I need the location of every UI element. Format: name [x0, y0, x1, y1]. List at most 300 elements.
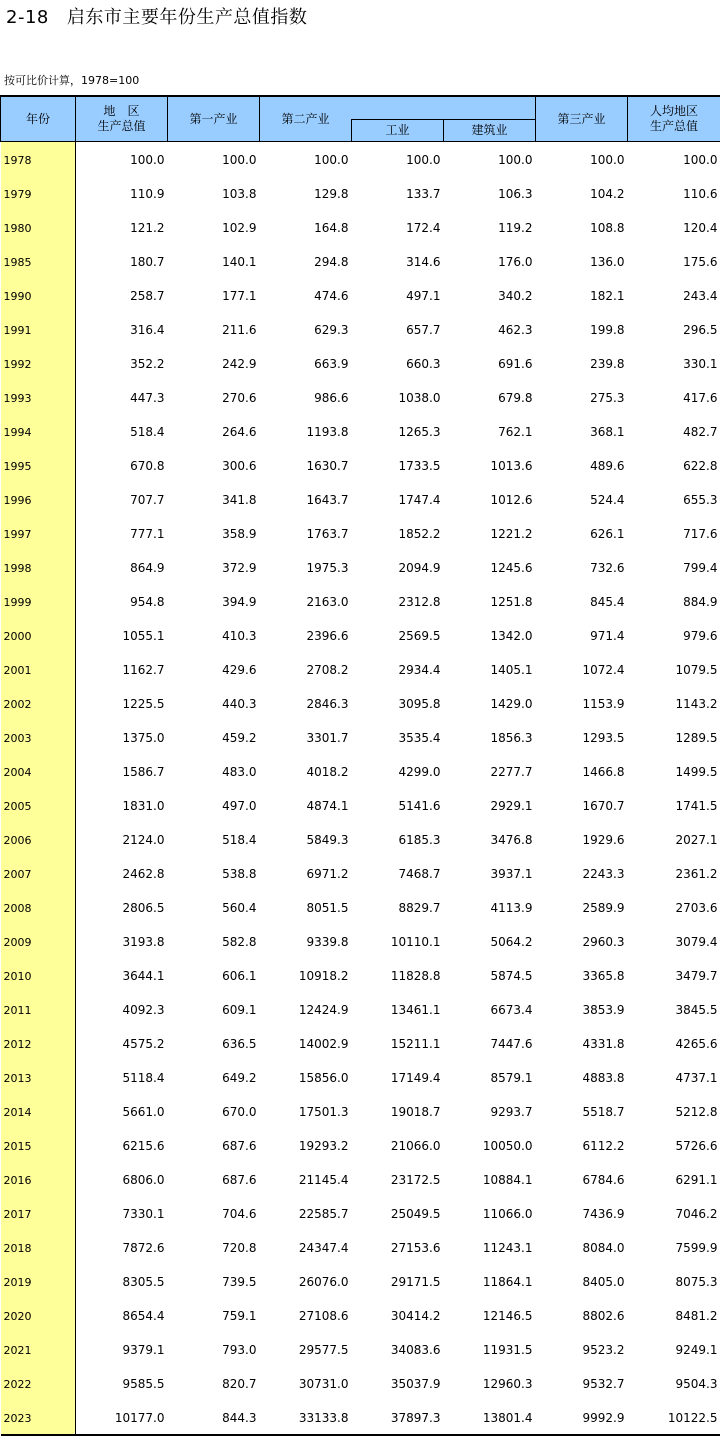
- cell-secondary: 629.3: [260, 312, 352, 346]
- cell-primary: 102.9: [168, 210, 260, 244]
- cell-tertiary: 9992.9: [536, 1400, 628, 1435]
- cell-per-capita: 5212.8: [628, 1094, 720, 1128]
- table-row: [1, 244, 720, 278]
- table-row: [1, 1196, 720, 1230]
- cell-industry: 4299.0: [352, 754, 444, 788]
- cell-secondary: 5849.3: [260, 822, 352, 856]
- table-row: [1, 210, 720, 244]
- cell-tertiary: 8405.0: [536, 1264, 628, 1298]
- cell-per-capita: 1741.5: [628, 788, 720, 822]
- cell-construction: 691.6: [444, 346, 536, 380]
- table-row: [1, 788, 720, 822]
- table-row: [1, 278, 720, 312]
- cell-year: 2009: [1, 924, 76, 958]
- table-row: [1, 1366, 720, 1400]
- cell-year: 2007: [1, 856, 76, 890]
- cell-gdp: 1375.0: [76, 720, 168, 754]
- cell-secondary: 6971.2: [260, 856, 352, 890]
- cell-industry: 2312.8: [352, 584, 444, 618]
- header-gdp-line1: 地 区: [76, 104, 167, 119]
- cell-per-capita: 243.4: [628, 278, 720, 312]
- cell-construction: 10884.1: [444, 1162, 536, 1196]
- cell-primary: 270.6: [168, 380, 260, 414]
- cell-construction: 1245.6: [444, 550, 536, 584]
- cell-secondary: 8051.5: [260, 890, 352, 924]
- cell-tertiary: 4883.8: [536, 1060, 628, 1094]
- cell-gdp: 8305.5: [76, 1264, 168, 1298]
- cell-tertiary: 9523.2: [536, 1332, 628, 1366]
- cell-year: 2003: [1, 720, 76, 754]
- cell-year: 1999: [1, 584, 76, 618]
- cell-gdp: 707.7: [76, 482, 168, 516]
- cell-per-capita: 6291.1: [628, 1162, 720, 1196]
- cell-secondary: 2396.6: [260, 618, 352, 652]
- cell-tertiary: 2589.9: [536, 890, 628, 924]
- cell-secondary: 17501.3: [260, 1094, 352, 1128]
- cell-tertiary: 7436.9: [536, 1196, 628, 1230]
- cell-gdp: 954.8: [76, 584, 168, 618]
- cell-industry: 100.0: [352, 142, 444, 177]
- cell-industry: 2569.5: [352, 618, 444, 652]
- cell-per-capita: 2027.1: [628, 822, 720, 856]
- cell-year: 1996: [1, 482, 76, 516]
- cell-primary: 538.8: [168, 856, 260, 890]
- cell-construction: 2277.7: [444, 754, 536, 788]
- cell-secondary: 33133.8: [260, 1400, 352, 1435]
- cell-industry: 2094.9: [352, 550, 444, 584]
- cell-tertiary: 275.3: [536, 380, 628, 414]
- cell-secondary: 1643.7: [260, 482, 352, 516]
- cell-industry: 657.7: [352, 312, 444, 346]
- cell-per-capita: 1289.5: [628, 720, 720, 754]
- cell-tertiary: 6784.6: [536, 1162, 628, 1196]
- cell-year: 1995: [1, 448, 76, 482]
- cell-construction: 11864.1: [444, 1264, 536, 1298]
- cell-gdp: 110.9: [76, 176, 168, 210]
- cell-construction: 9293.7: [444, 1094, 536, 1128]
- cell-construction: 1856.3: [444, 720, 536, 754]
- cell-primary: 429.6: [168, 652, 260, 686]
- cell-year: 1979: [1, 176, 76, 210]
- cell-primary: 739.5: [168, 1264, 260, 1298]
- table-row: [1, 822, 720, 856]
- cell-secondary: 19293.2: [260, 1128, 352, 1162]
- cell-primary: 100.0: [168, 142, 260, 177]
- cell-per-capita: 4265.6: [628, 1026, 720, 1060]
- cell-construction: 119.2: [444, 210, 536, 244]
- cell-year: 2002: [1, 686, 76, 720]
- table-row: [1, 1332, 720, 1366]
- cell-gdp: 352.2: [76, 346, 168, 380]
- cell-secondary: 22585.7: [260, 1196, 352, 1230]
- cell-industry: 1265.3: [352, 414, 444, 448]
- table-row: [1, 142, 720, 177]
- table-row: [1, 1162, 720, 1196]
- cell-tertiary: 1929.6: [536, 822, 628, 856]
- header-industry: 工业: [352, 120, 444, 142]
- cell-primary: 687.6: [168, 1162, 260, 1196]
- cell-industry: 29171.5: [352, 1264, 444, 1298]
- cell-tertiary: 9532.7: [536, 1366, 628, 1400]
- cell-tertiary: 1670.7: [536, 788, 628, 822]
- cell-industry: 3535.4: [352, 720, 444, 754]
- header-construction: 建筑业: [444, 120, 536, 142]
- cell-gdp: 518.4: [76, 414, 168, 448]
- cell-year: 2005: [1, 788, 76, 822]
- table-row: [1, 1230, 720, 1264]
- cell-construction: 762.1: [444, 414, 536, 448]
- cell-primary: 704.6: [168, 1196, 260, 1230]
- cell-construction: 679.8: [444, 380, 536, 414]
- cell-tertiary: 6112.2: [536, 1128, 628, 1162]
- cell-construction: 12146.5: [444, 1298, 536, 1332]
- cell-gdp: 1162.7: [76, 652, 168, 686]
- cell-primary: 670.0: [168, 1094, 260, 1128]
- cell-gdp: 2124.0: [76, 822, 168, 856]
- table-row: [1, 380, 720, 414]
- cell-tertiary: 2243.3: [536, 856, 628, 890]
- page-title: [6, 6, 307, 30]
- cell-year: 2013: [1, 1060, 76, 1094]
- cell-per-capita: 1079.5: [628, 652, 720, 686]
- cell-tertiary: 1072.4: [536, 652, 628, 686]
- cell-per-capita: 8481.2: [628, 1298, 720, 1332]
- cell-primary: 606.1: [168, 958, 260, 992]
- cell-industry: 1747.4: [352, 482, 444, 516]
- table-row: [1, 1094, 720, 1128]
- cell-industry: 13461.1: [352, 992, 444, 1026]
- cell-secondary: 1630.7: [260, 448, 352, 482]
- cell-gdp: 670.8: [76, 448, 168, 482]
- cell-secondary: 986.6: [260, 380, 352, 414]
- cell-construction: 3937.1: [444, 856, 536, 890]
- cell-industry: 2934.4: [352, 652, 444, 686]
- cell-primary: 636.5: [168, 1026, 260, 1060]
- cell-primary: 358.9: [168, 516, 260, 550]
- cell-tertiary: 368.1: [536, 414, 628, 448]
- cell-primary: 609.1: [168, 992, 260, 1026]
- cell-primary: 211.6: [168, 312, 260, 346]
- cell-primary: 687.6: [168, 1128, 260, 1162]
- cell-tertiary: 182.1: [536, 278, 628, 312]
- cell-industry: 17149.4: [352, 1060, 444, 1094]
- cell-year: 1985: [1, 244, 76, 278]
- cell-construction: 1405.1: [444, 652, 536, 686]
- table-row: [1, 448, 720, 482]
- cell-gdp: 5661.0: [76, 1094, 168, 1128]
- table-number: 2-18: [6, 7, 49, 28]
- header-tertiary: 第三产业: [536, 96, 628, 142]
- cell-year: 2010: [1, 958, 76, 992]
- cell-primary: 759.1: [168, 1298, 260, 1332]
- table-row: [1, 992, 720, 1026]
- cell-gdp: 3193.8: [76, 924, 168, 958]
- cell-gdp: 9585.5: [76, 1366, 168, 1400]
- cell-gdp: 4092.3: [76, 992, 168, 1026]
- cell-construction: 1251.8: [444, 584, 536, 618]
- cell-per-capita: 330.1: [628, 346, 720, 380]
- cell-industry: 35037.9: [352, 1366, 444, 1400]
- cell-secondary: 1763.7: [260, 516, 352, 550]
- cell-industry: 25049.5: [352, 1196, 444, 1230]
- table-row: [1, 1400, 720, 1435]
- cell-secondary: 1975.3: [260, 550, 352, 584]
- cell-year: 2017: [1, 1196, 76, 1230]
- cell-per-capita: 5726.6: [628, 1128, 720, 1162]
- cell-industry: 11828.8: [352, 958, 444, 992]
- cell-year: 1992: [1, 346, 76, 380]
- cell-construction: 5064.2: [444, 924, 536, 958]
- cell-year: 2023: [1, 1400, 76, 1435]
- cell-tertiary: 1293.5: [536, 720, 628, 754]
- cell-per-capita: 717.6: [628, 516, 720, 550]
- cell-tertiary: 100.0: [536, 142, 628, 177]
- cell-year: 1998: [1, 550, 76, 584]
- table-header: [1, 96, 720, 142]
- cell-primary: 793.0: [168, 1332, 260, 1366]
- header-primary: 第一产业: [168, 96, 260, 142]
- cell-industry: 10110.1: [352, 924, 444, 958]
- cell-construction: 11931.5: [444, 1332, 536, 1366]
- cell-year: 1980: [1, 210, 76, 244]
- cell-year: 1993: [1, 380, 76, 414]
- cell-gdp: 1055.1: [76, 618, 168, 652]
- cell-tertiary: 971.4: [536, 618, 628, 652]
- cell-construction: 1429.0: [444, 686, 536, 720]
- cell-per-capita: 979.6: [628, 618, 720, 652]
- cell-per-capita: 4737.1: [628, 1060, 720, 1094]
- cell-construction: 1013.6: [444, 448, 536, 482]
- cell-construction: 4113.9: [444, 890, 536, 924]
- cell-tertiary: 108.8: [536, 210, 628, 244]
- cell-primary: 820.7: [168, 1366, 260, 1400]
- cell-gdp: 316.4: [76, 312, 168, 346]
- cell-year: 2019: [1, 1264, 76, 1298]
- cell-year: 1978: [1, 142, 76, 177]
- cell-gdp: 121.2: [76, 210, 168, 244]
- cell-per-capita: 1143.2: [628, 686, 720, 720]
- cell-gdp: 2462.8: [76, 856, 168, 890]
- cell-construction: 462.3: [444, 312, 536, 346]
- table-row: [1, 754, 720, 788]
- cell-construction: 1012.6: [444, 482, 536, 516]
- cell-year: 2011: [1, 992, 76, 1026]
- cell-industry: 1733.5: [352, 448, 444, 482]
- cell-construction: 106.3: [444, 176, 536, 210]
- table-row: [1, 958, 720, 992]
- cell-year: 2016: [1, 1162, 76, 1196]
- cell-per-capita: 799.4: [628, 550, 720, 584]
- cell-year: 1990: [1, 278, 76, 312]
- cell-year: 2020: [1, 1298, 76, 1332]
- cell-industry: 7468.7: [352, 856, 444, 890]
- cell-industry: 34083.6: [352, 1332, 444, 1366]
- cell-gdp: 180.7: [76, 244, 168, 278]
- cell-industry: 6185.3: [352, 822, 444, 856]
- table-body: [1, 142, 720, 1436]
- cell-industry: 15211.1: [352, 1026, 444, 1060]
- cell-secondary: 3301.7: [260, 720, 352, 754]
- cell-industry: 660.3: [352, 346, 444, 380]
- header-gdp-line2: 生产总值: [76, 119, 167, 134]
- cell-tertiary: 626.1: [536, 516, 628, 550]
- cell-tertiary: 1466.8: [536, 754, 628, 788]
- cell-gdp: 1831.0: [76, 788, 168, 822]
- table-row: [1, 516, 720, 550]
- cell-year: 2015: [1, 1128, 76, 1162]
- cell-gdp: 3644.1: [76, 958, 168, 992]
- calculation-note: 按可比价计算，1978=100: [4, 74, 139, 88]
- cell-industry: 21066.0: [352, 1128, 444, 1162]
- cell-per-capita: 2361.2: [628, 856, 720, 890]
- cell-industry: 3095.8: [352, 686, 444, 720]
- cell-year: 2000: [1, 618, 76, 652]
- cell-secondary: 26076.0: [260, 1264, 352, 1298]
- table-row: [1, 1298, 720, 1332]
- cell-tertiary: 1153.9: [536, 686, 628, 720]
- header-secondary: 第二产业: [260, 96, 352, 142]
- cell-primary: 341.8: [168, 482, 260, 516]
- table-row: [1, 686, 720, 720]
- cell-secondary: 9339.8: [260, 924, 352, 958]
- cell-construction: 10050.0: [444, 1128, 536, 1162]
- cell-gdp: 447.3: [76, 380, 168, 414]
- table-row: [1, 1060, 720, 1094]
- cell-gdp: 777.1: [76, 516, 168, 550]
- cell-primary: 440.3: [168, 686, 260, 720]
- cell-industry: 23172.5: [352, 1162, 444, 1196]
- cell-primary: 264.6: [168, 414, 260, 448]
- cell-tertiary: 3365.8: [536, 958, 628, 992]
- cell-construction: 11243.1: [444, 1230, 536, 1264]
- cell-primary: 497.0: [168, 788, 260, 822]
- cell-tertiary: 8084.0: [536, 1230, 628, 1264]
- cell-secondary: 15856.0: [260, 1060, 352, 1094]
- cell-tertiary: 4331.8: [536, 1026, 628, 1060]
- cell-secondary: 10918.2: [260, 958, 352, 992]
- cell-per-capita: 100.0: [628, 142, 720, 177]
- cell-gdp: 100.0: [76, 142, 168, 177]
- cell-per-capita: 3479.7: [628, 958, 720, 992]
- cell-construction: 6673.4: [444, 992, 536, 1026]
- cell-industry: 27153.6: [352, 1230, 444, 1264]
- cell-year: 1991: [1, 312, 76, 346]
- table-row: [1, 346, 720, 380]
- table-row: [1, 618, 720, 652]
- cell-secondary: 2708.2: [260, 652, 352, 686]
- cell-construction: 8579.1: [444, 1060, 536, 1094]
- table-row: [1, 890, 720, 924]
- cell-construction: 7447.6: [444, 1026, 536, 1060]
- cell-industry: 8829.7: [352, 890, 444, 924]
- cell-per-capita: 7046.2: [628, 1196, 720, 1230]
- cell-tertiary: 199.8: [536, 312, 628, 346]
- header-gdp: [76, 96, 168, 142]
- header-per-capita: [628, 96, 720, 142]
- cell-gdp: 7330.1: [76, 1196, 168, 1230]
- cell-primary: 459.2: [168, 720, 260, 754]
- cell-gdp: 6215.6: [76, 1128, 168, 1162]
- cell-tertiary: 2960.3: [536, 924, 628, 958]
- cell-secondary: 129.8: [260, 176, 352, 210]
- table-row: [1, 482, 720, 516]
- cell-gdp: 7872.6: [76, 1230, 168, 1264]
- cell-per-capita: 8075.3: [628, 1264, 720, 1298]
- cell-secondary: 4874.1: [260, 788, 352, 822]
- table-row: [1, 856, 720, 890]
- cell-per-capita: 655.3: [628, 482, 720, 516]
- cell-tertiary: 845.4: [536, 584, 628, 618]
- cell-year: 2008: [1, 890, 76, 924]
- table-row: [1, 652, 720, 686]
- cell-secondary: 100.0: [260, 142, 352, 177]
- cell-primary: 649.2: [168, 1060, 260, 1094]
- cell-per-capita: 120.4: [628, 210, 720, 244]
- cell-secondary: 14002.9: [260, 1026, 352, 1060]
- cell-per-capita: 296.5: [628, 312, 720, 346]
- cell-gdp: 6806.0: [76, 1162, 168, 1196]
- cell-primary: 300.6: [168, 448, 260, 482]
- cell-construction: 340.2: [444, 278, 536, 312]
- cell-per-capita: 110.6: [628, 176, 720, 210]
- cell-primary: 410.3: [168, 618, 260, 652]
- cell-tertiary: 136.0: [536, 244, 628, 278]
- cell-industry: 5141.6: [352, 788, 444, 822]
- cell-secondary: 663.9: [260, 346, 352, 380]
- cell-secondary: 2163.0: [260, 584, 352, 618]
- cell-secondary: 4018.2: [260, 754, 352, 788]
- cell-construction: 11066.0: [444, 1196, 536, 1230]
- cell-construction: 5874.5: [444, 958, 536, 992]
- table-row: [1, 312, 720, 346]
- cell-gdp: 258.7: [76, 278, 168, 312]
- cell-secondary: 21145.4: [260, 1162, 352, 1196]
- cell-industry: 1852.2: [352, 516, 444, 550]
- cell-construction: 13801.4: [444, 1400, 536, 1435]
- cell-secondary: 29577.5: [260, 1332, 352, 1366]
- table-title: 启东市主要年份生产总值指数: [67, 7, 308, 28]
- cell-gdp: 8654.4: [76, 1298, 168, 1332]
- cell-per-capita: 482.7: [628, 414, 720, 448]
- table-row: [1, 584, 720, 618]
- cell-gdp: 864.9: [76, 550, 168, 584]
- cell-secondary: 294.8: [260, 244, 352, 278]
- cell-year: 2012: [1, 1026, 76, 1060]
- gdp-index-table: [0, 95, 720, 1436]
- cell-construction: 100.0: [444, 142, 536, 177]
- cell-per-capita: 3079.4: [628, 924, 720, 958]
- cell-construction: 3476.8: [444, 822, 536, 856]
- cell-tertiary: 104.2: [536, 176, 628, 210]
- cell-per-capita: 622.8: [628, 448, 720, 482]
- cell-secondary: 27108.6: [260, 1298, 352, 1332]
- cell-construction: 2929.1: [444, 788, 536, 822]
- cell-year: 2022: [1, 1366, 76, 1400]
- cell-secondary: 30731.0: [260, 1366, 352, 1400]
- cell-tertiary: 5518.7: [536, 1094, 628, 1128]
- cell-gdp: 9379.1: [76, 1332, 168, 1366]
- cell-year: 1994: [1, 414, 76, 448]
- cell-secondary: 474.6: [260, 278, 352, 312]
- cell-primary: 560.4: [168, 890, 260, 924]
- cell-gdp: 1225.5: [76, 686, 168, 720]
- cell-industry: 497.1: [352, 278, 444, 312]
- cell-year: 2021: [1, 1332, 76, 1366]
- cell-secondary: 24347.4: [260, 1230, 352, 1264]
- cell-year: 2006: [1, 822, 76, 856]
- cell-per-capita: 2703.6: [628, 890, 720, 924]
- cell-gdp: 2806.5: [76, 890, 168, 924]
